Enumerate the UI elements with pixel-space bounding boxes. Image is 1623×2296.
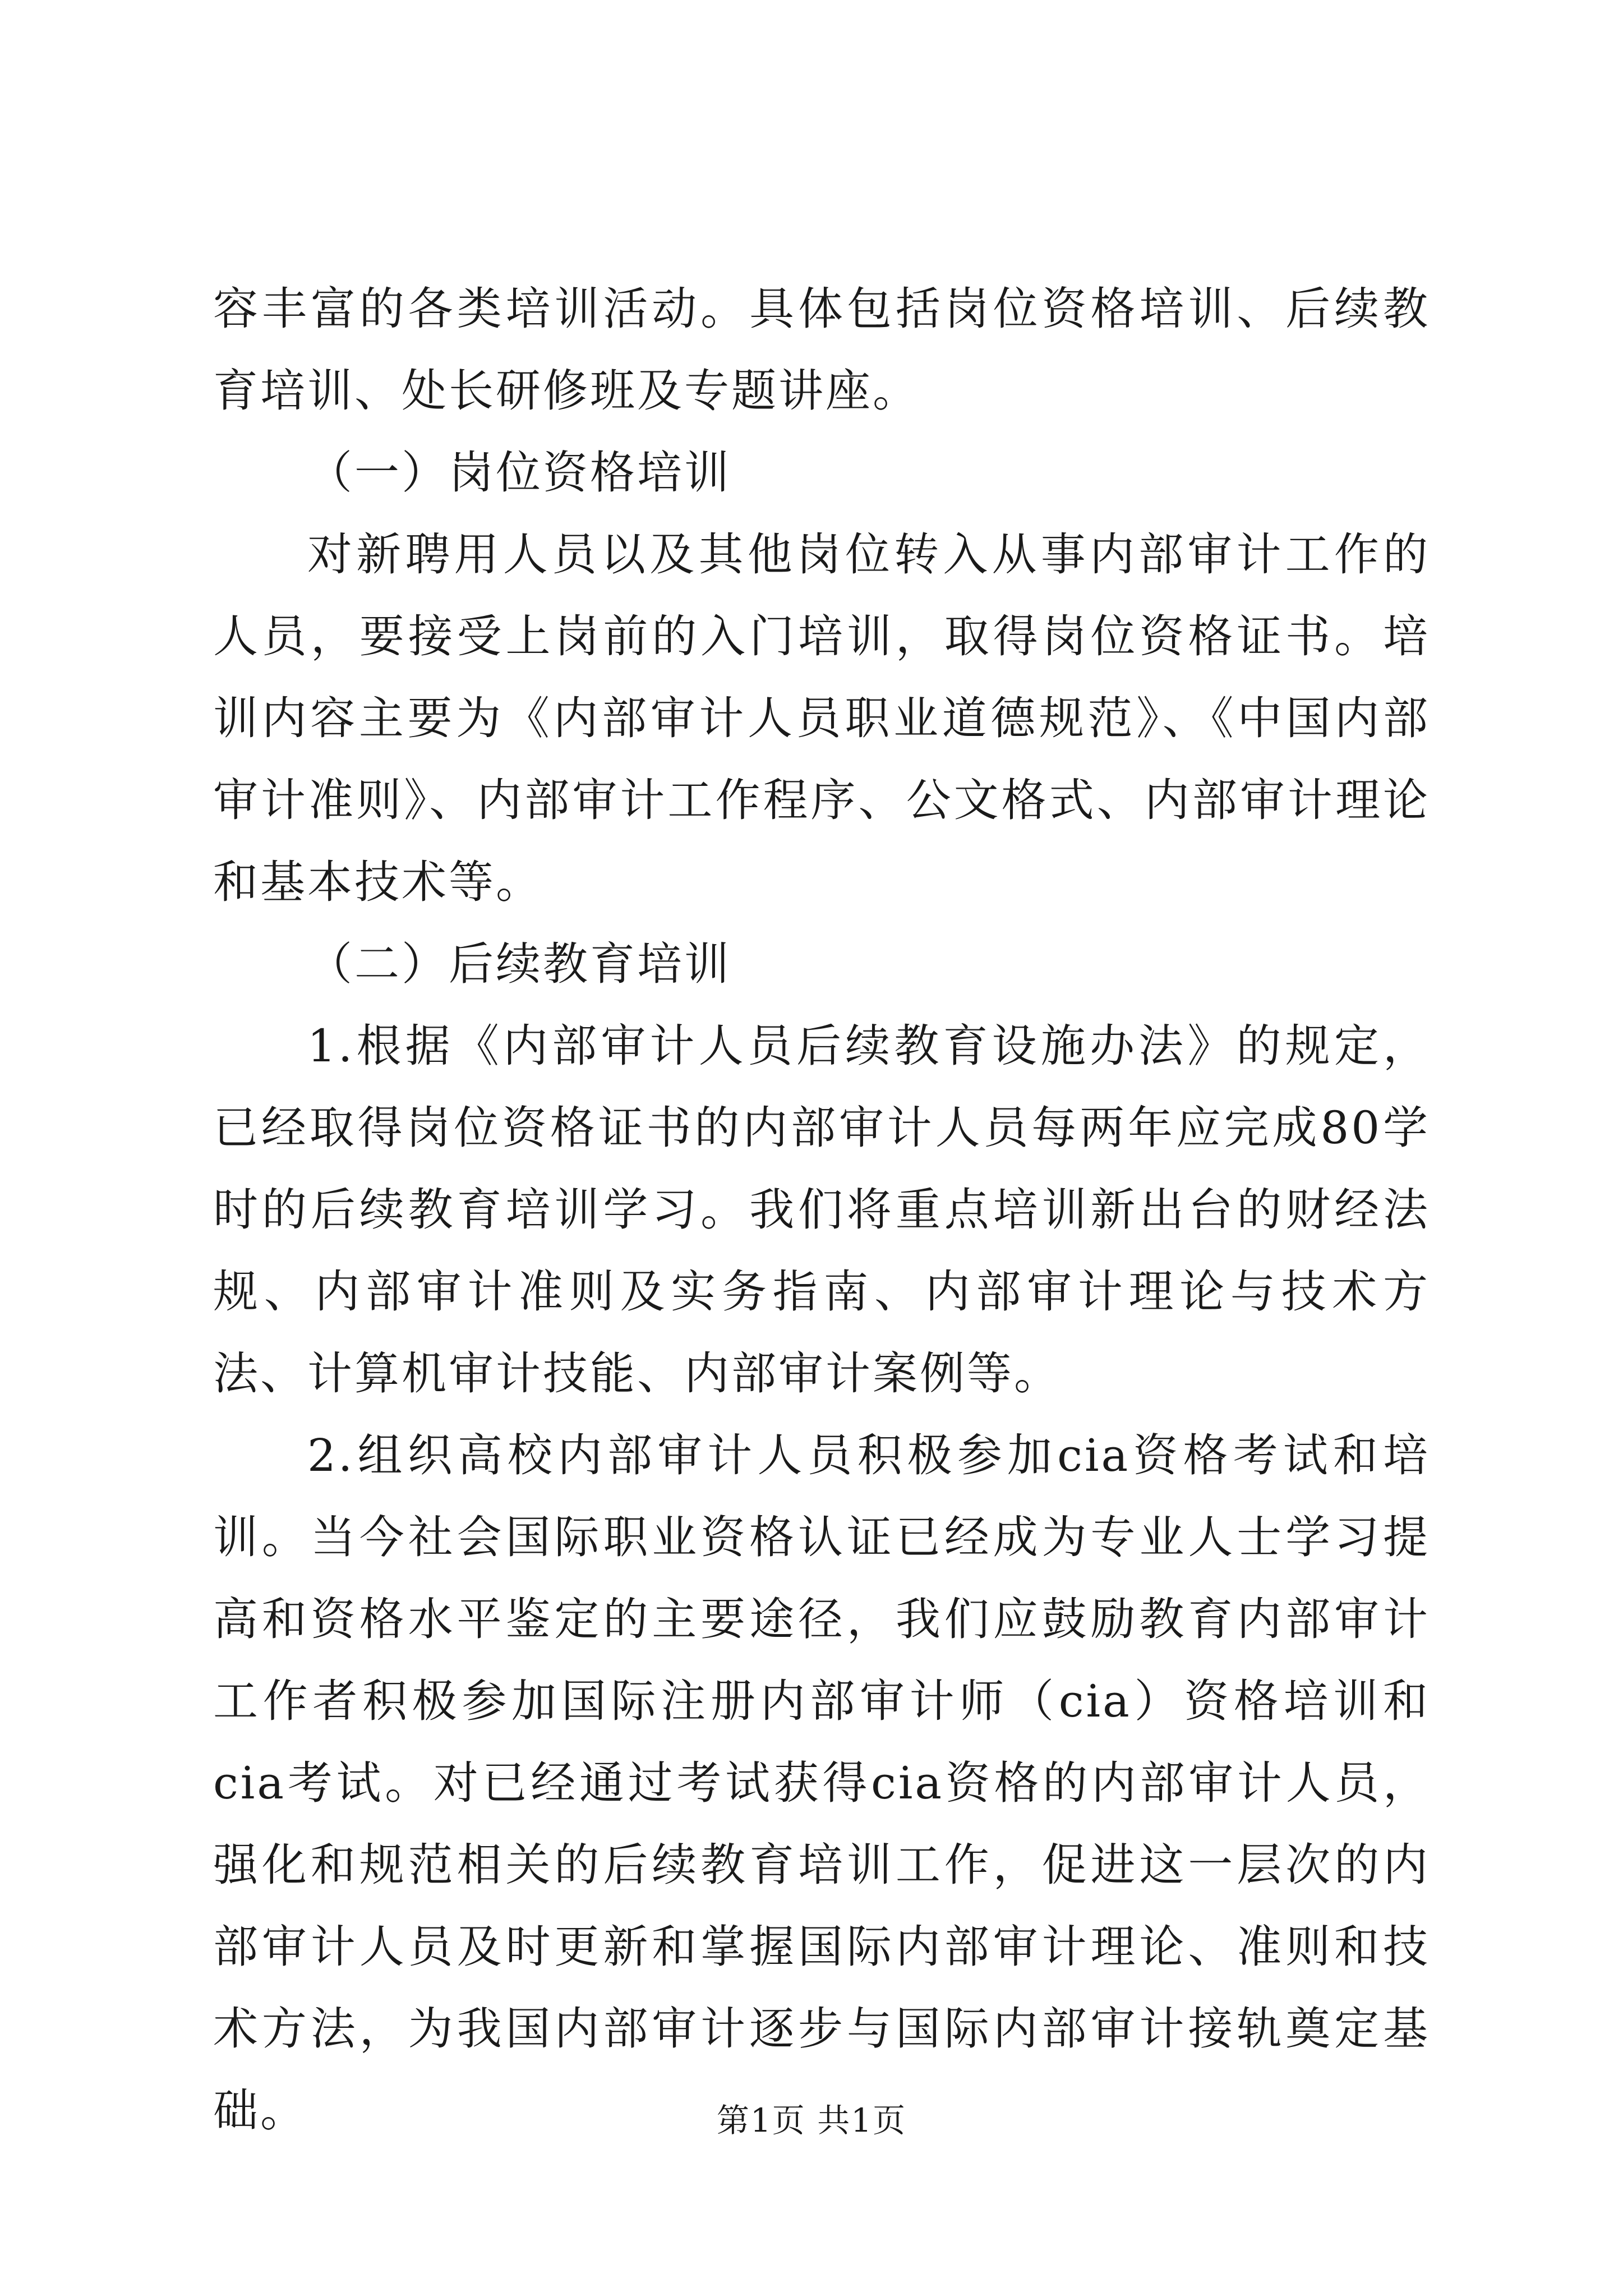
paragraph-item-2: 2.组织高校内部审计人员积极参加cia资格考试和培训。当今社会国际职业资格认证已经成为专业人士学习提高和资格水平鉴定的主要途径，我们应鼓励教育内部审计工作者积极参加国际注册内部审计师（cia）资格培训和cia考试。对已经通过考试获得cia资格的内部审计人员，强化和规范相关的后续教育培训工作，促进这一层次的内部审计人员及时更新和掌握国际内部审计理论、准则和技术方法，为我国内部审计逐步与国际内部审计接轨奠定基础。 — [213, 1429, 1430, 2137]
section-heading-continuing-education: （二）后续教育培训 — [307, 938, 731, 990]
paragraph-continued: 容丰富的各类培训活动。具体包括岗位资格培训、后续教育培训、处长研修班及专题讲座。 — [213, 283, 1430, 417]
paragraph-job-qualification: 对新聘用人员以及其他岗位转入从事内部审计工作的人员，要接受上岗前的入门培训，取得岗位资格证书。培训内容主要为《内部审计人员职业道德规范》、《中国内部审计准则》、内部审计工作程序、公文格式、内部审计理论和基本技术等。 — [213, 528, 1430, 908]
page-footer: 第1页 共1页 — [716, 2101, 907, 2139]
paragraph-item-1: 1.根据《内部审计人员后续教育设施办法》的规定，已经取得岗位资格证书的内部审计人员每两年应完成80学时的后续教育培训学习。我们将重点培训新出台的财经法规、内部审计准则及实务指南、内部审计理论与技术方法、计算机审计技能、内部审计案例等。 — [213, 1020, 1430, 1400]
section-heading-job-qualification: （一）岗位资格培训 — [307, 447, 731, 499]
document-body — [213, 268, 1430, 2152]
